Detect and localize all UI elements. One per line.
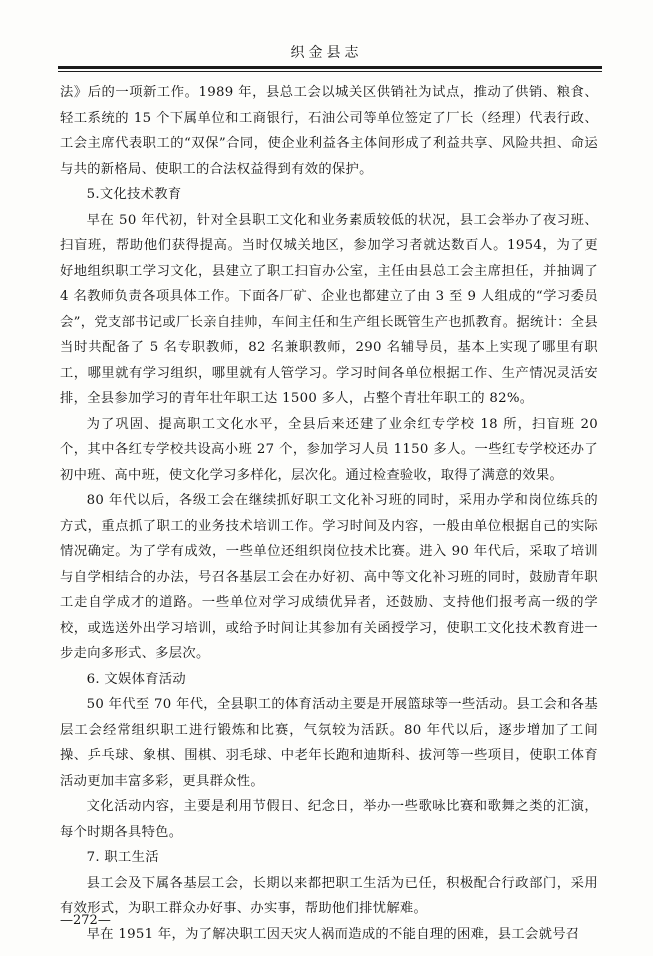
page-number: —272— [60, 913, 111, 928]
paragraph: 50 年代至 70 年代，全县职工的体育活动主要是开展篮球等一些活动。县工会和各基层工会经常组织职工进行锻炼和比赛，气氛较为活跃。80 年代以后，逐步增加了工间操、乒乓球、象棋、围棋、羽毛球、中老年长跑和迪斯科、拔河等一些项目，使职工体育活动更加丰富多彩，更具群众性。 [60, 697, 598, 789]
paragraph: 为了巩固、提高职工文化水平，全县后来还建了业余红专学校 18 所，扫盲班 20 个，其中各红专学校共设高小班 27 个，参加学习人员 1150 多人。一些红专学校还办了初中班、高中班，使文化学习多样化，层次化。通过检查验收，取得了满意的效果。 [60, 416, 598, 483]
header-rule-thick [58, 66, 602, 69]
section-heading: 5.文化技术教育 [86, 187, 182, 202]
body-text [60, 80, 598, 947]
header-title: 织金县志 [290, 45, 363, 61]
paragraph: 早在 50 年代初，针对全县职工文化和业务素质较低的状况，县工会举办了夜习班、扫盲班，帮助他们获得提高。当时仅城关地区，参加学习者就达数百人。1954，为了更好地组织职工学习文化，县建立了职工扫盲办公室，主任由县总工会主席担任，并抽调了 4 名教师负责各项具体工作。下面各厂矿、企业也都建立了由 3 至 9 人组成的“学习委员会”，党支部书记或厂长亲自挂帅，车间主任和生产组长既管生产也抓教育。据统计：全县当时共配备了 5 名专职教师，82 名兼职教师，290 名辅导员，基本上实现了哪里有职工，哪里就有学习组织，哪里就有人管学习。学习时间各单位根据工作、生产情况灵活安排，全县参加学习的青年壮年职工达 1500 多人，占整个青壮年职工的 82%。 [60, 212, 598, 406]
header-rule-thin [58, 71, 602, 72]
paragraph: 县工会及下属各基层工会，长期以来都把职工生活为已任，积极配合行政部门，采用有效形式，为职工群众办好事、办实事，帮助他们排忧解难。 [60, 875, 598, 916]
paragraph: 文化活动内容，主要是利用节假日、纪念日，举办一些歌咏比赛和歌舞之类的汇演，每个时期各具特色。 [60, 799, 598, 840]
section-heading: 6. 文娱体育活动 [86, 671, 186, 687]
paragraph: 早在 1951 年，为了解决职工因天灾人祸而造成的不能自理的困难，县工会就号召 [86, 926, 580, 942]
paragraph: 法》后的一项新工作。1989 年，县总工会以城关区供销社为试点，推动了供销、粮食、轻工系统的 15 个下属单位和工商银行，石油公司等单位签定了厂长（经理）代表行政、工会主席代表职工的“双保”合同，使企业利益各主体间形成了利益共享、风险共担、命运与共的新格局、使职工的合法权益得到有效的保护。 [60, 85, 598, 177]
section-heading: 7. 职工生活 [86, 850, 159, 865]
paragraph: 80 年代以后，各级工会在继续抓好职工文化补习班的同时，采用办学和岗位练兵的方式，重点抓了职工的业务技术培训工作。学习时间及内容，一般由单位根据自己的实际情况确定。为了学有成效，一些单位还组织岗位技术比赛。进入 90 年代后，采取了培训与自学相结合的办法，号召各基层工会在办好初、高中等文化补习班的同时，鼓励青年职工走自学成才的道路。一些单位对学习成绩优异者，还鼓励、支持他们报考高一级的学校，或选送外出学习培训，或给予时间让其参加有关函授学习，使职工文化技术教育进一步走向多形式、多层次。 [60, 493, 598, 661]
